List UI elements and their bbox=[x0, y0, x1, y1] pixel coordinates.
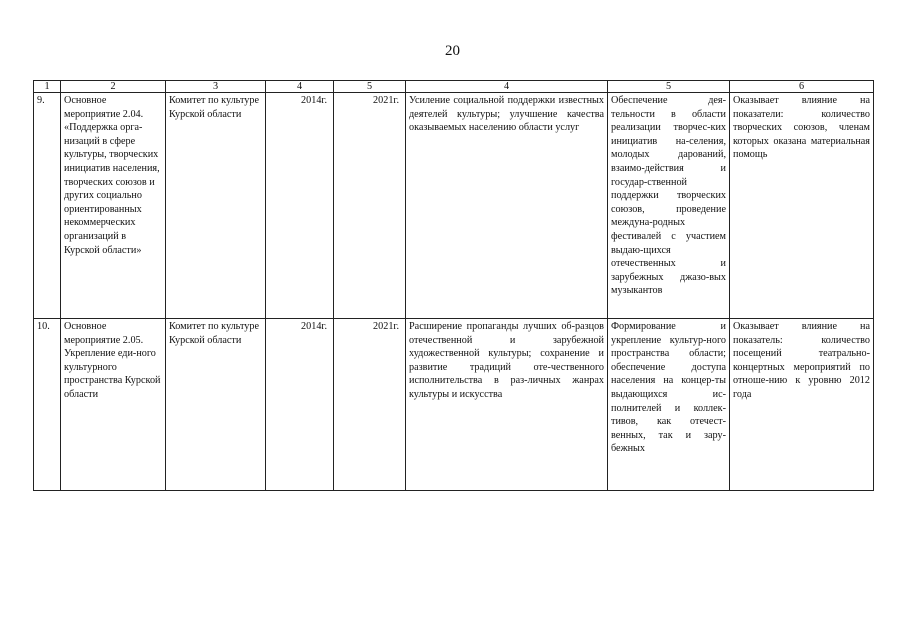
header-cell: 5 bbox=[334, 81, 406, 93]
header-cell: 2 bbox=[61, 81, 166, 93]
page-number: 20 bbox=[445, 43, 460, 59]
table-header-row bbox=[34, 81, 874, 93]
end-year-cell: 2021г. bbox=[334, 319, 406, 491]
header-cell: 5 bbox=[608, 81, 730, 93]
content-cell: Расширение пропаганды лучших об-разцов отечественной и зарубежной художественной культуры; сохранение и развитие традиций оте-чественного исполнительства в раз-личных жанрах культуры и искусства bbox=[406, 319, 608, 491]
result-cell: Обеспечение дея-тельности в области реализации творчес-ких инициатив на-селения, молодых дарований, взаимо-действия и государ-ственной поддержки творческих союзов, проведение междуна-родных фестивалей с участием выдаю-щихся отечественных и зарубежных джазо-вых музыкантов bbox=[608, 93, 730, 319]
event-cell: Основное мероприятие 2.04. «Поддержка орга-низаций в сфере культуры, творческих инициатив населения, творческих союзов и других социально ориентированных некоммерческих организаций в Курской области» bbox=[61, 93, 166, 319]
row-number: 9. bbox=[34, 93, 61, 319]
executor-cell: Комитет по культуре Курской области bbox=[166, 319, 266, 491]
table-row bbox=[34, 93, 874, 319]
measures-table bbox=[33, 80, 874, 491]
start-year-cell: 2014г. bbox=[266, 93, 334, 319]
impact-cell: Оказывает влияние на показатель: количество посещений театрально-концертных мероприятий по отноше-нию к уровню 2012 года bbox=[730, 319, 874, 491]
header-cell: 4 bbox=[406, 81, 608, 93]
header-cell: 6 bbox=[730, 81, 874, 93]
row-number: 10. bbox=[34, 319, 61, 491]
impact-cell: Оказывает влияние на показатели: количество творческих союзов, членам которых оказана материальная помощь bbox=[730, 93, 874, 319]
table-row bbox=[34, 319, 874, 491]
header-cell: 1 bbox=[34, 81, 61, 93]
result-cell: Формирование и укрепление культур-ного пространства области; обеспечение доступа населения на концер-ты выдающихся ис-полнителей и коллек-тивов, как отечест-венных, так и зару-бежных bbox=[608, 319, 730, 491]
header-cell: 4 bbox=[266, 81, 334, 93]
end-year-cell: 2021г. bbox=[334, 93, 406, 319]
content-cell: Усиление социальной поддержки известных деятелей культуры; улучшение качества оказываемых населению области услуг bbox=[406, 93, 608, 319]
start-year-cell: 2014г. bbox=[266, 319, 334, 491]
header-cell: 3 bbox=[166, 81, 266, 93]
event-cell: Основное мероприятие 2.05. Укрепление еди-ного культурного пространства Курской области bbox=[61, 319, 166, 491]
executor-cell: Комитет по культуре Курской области bbox=[166, 93, 266, 319]
